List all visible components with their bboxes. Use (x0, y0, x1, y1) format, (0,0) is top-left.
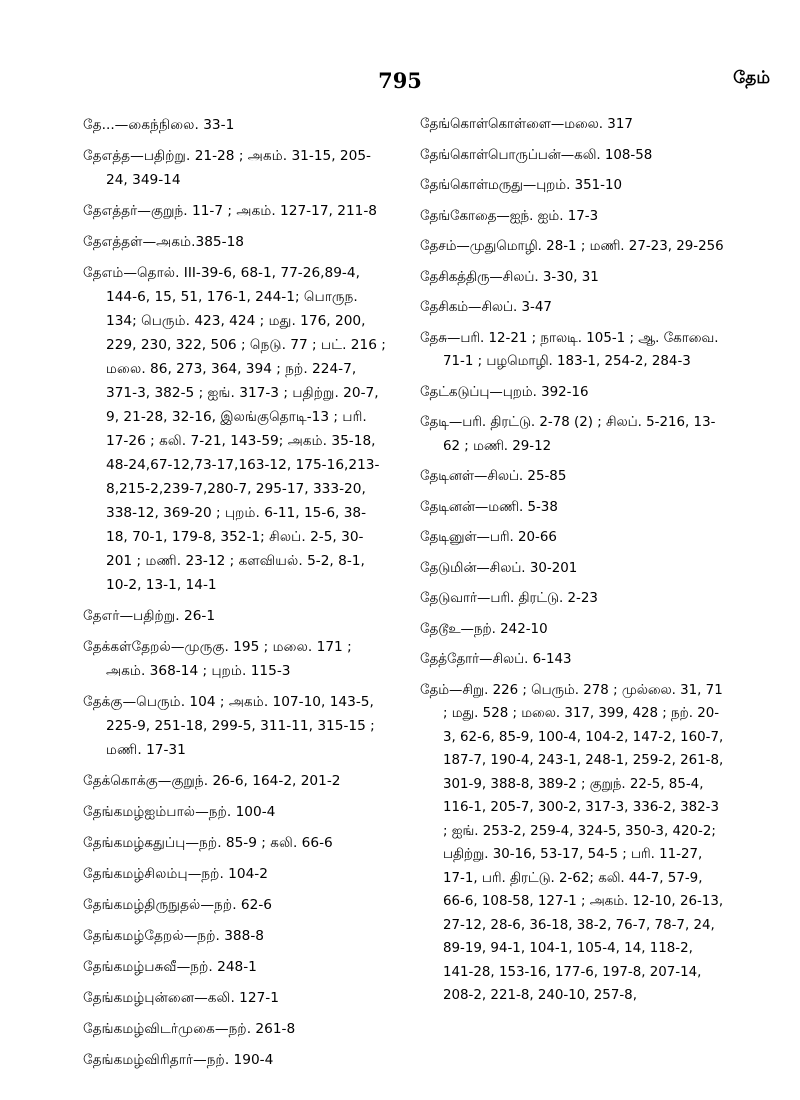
index-entry: தேசம்—முதுமொழி. 28-1 ; மணி. 27-23, 29-256 (420, 239, 724, 254)
index-column-left (83, 113, 386, 1079)
index-entry: தேக்கு—பெரும். 104 ; அகம். 107-10, 143-5, 225-9, 251-18, 299-5, 311-11, 315-15 ; மணி. 17-31 (83, 694, 375, 758)
index-entry: தேங்கமழ்விரிதார்—நற். 190-4 (83, 1052, 274, 1068)
index-entry: தேம்—சிறு. 226 ; பெரும். 278 ; முல்லை. 31, 71 ; மது. 528 ; மலை. 317, 399, 428 ; நற். 20-3, 62-6, 85-9, 100-4, 104-2, 147-2, 160-7, 187-7, 190-4, 243-1, 248-1, 259-2, 261-8, 301-9, 388-8, 389-2 ; குறுந். 22-5, 85-4, 116-1, 205-7, 300-2, 317-3, 336-2, 382-3 ; ஐங். 253-2, 259-4, 324-5, 350-3, 420-2; பதிற்று. 30-16, 53-17, 54-5 ; பரி. 11-27, 17-1, பரி. திரட்டு. 2-62; கலி. 44-7, 57-9, 66-6, 108-58, 127-1 ; அகம். 12-10, 26-13, 27-12, 28-6, 36-18, 38-2, 76-7, 78-7, 24, 89-19, 94-1, 104-1, 105-4, 14, 118-2, 141-28, 153-16, 177-6, 197-8, 207-14, 208-2, 221-8, 240-10, 257-8, (420, 682, 724, 1003)
index-entry: தேசு—பரி. 12-21 ; நாலடி. 105-1 ; ஆ. கோவை. 71-1 ; பழமொழி. 183-1, 254-2, 284-3 (420, 330, 719, 369)
running-head: தேம் (733, 68, 770, 88)
index-entry: தேஎம்—தொல். III-39-6, 68-1, 77-26,89-4, 144-6, 15, 51, 176-1, 244-1; பொருந. 134; பெரும். 423, 424 ; மது. 176, 200, 229, 230, 322, 506 ; நெடு. 77 ; பட். 216 ; மலை. 86, 273, 364, 394 ; நற். 224-7, 371-3, 382-5 ; ஐங். 317-3 ; பதிற்று. 20-7, 9, 21-28, 32-16, இலங்குதொடி-13 ; பரி. 17-26 ; கலி. 7-21, 143-59; அகம். 35-18, 48-24,67-12,73-17,163-12, 175-16,213-8,215-2,239-7,280-7, 295-17, 333-20, 338-12, 369-20 ; புறம். 6-11, 15-6, 38-18, 70-1, 179-8, 352-1; சிலப். 2-5, 30-201 ; மணி. 23-12 ; களவியல். 5-2, 8-1, 10-2, 13-1, 14-1 (83, 265, 386, 593)
index-entry: தேஎத்த—பதிற்று. 21-28 ; அகம். 31-15, 205-24, 349-14 (83, 148, 371, 188)
index-entry: தேடி—பரி. திரட்டு. 2-78 (2) ; சிலப். 5-216, 13-62 ; மணி. 29-12 (420, 415, 716, 454)
index-entry: தே...—கைந்நிலை. 33-1 (83, 117, 235, 133)
index-entry: தேங்கமழ்கதுப்பு—நற். 85-9 ; கலி. 66-6 (83, 835, 333, 851)
index-entry: தேங்கமழ்தேறல்—நற். 388-8 (83, 928, 264, 944)
index-column-right (420, 113, 724, 1015)
index-entry: தேஎத்தர்—குறுந். 11-7 ; அகம். 127-17, 211-8 (83, 203, 378, 219)
index-entry: தேங்கொள்பொருப்பன்—கலி. 108-58 (420, 147, 653, 163)
index-entry: தேங்கமழ்சிலம்பு—நற். 104-2 (83, 866, 268, 882)
index-entry: தேடுவார்—பரி. திரட்டு. 2-23 (420, 591, 598, 606)
index-entry: தேங்கமழ்ஐம்பால்—நற். 100-4 (83, 804, 276, 820)
index-entry: தேடினள்—சிலப். 25-85 (420, 469, 567, 484)
index-entry: தேங்கொள்மருது—புறம். 351-10 (420, 178, 623, 193)
index-entry: தேசிகம்—சிலப். 3-47 (420, 300, 552, 315)
index-entry: தேசிகத்திரு—சிலப். 3-30, 31 (420, 269, 599, 285)
index-entry: தேங்கொள்கொள்ளை—மலை. 317 (420, 117, 633, 132)
index-entry: தேக்கள்தேறல்—முருகு. 195 ; மலை. 171 ; அகம். 368-14 ; புறம். 115-3 (83, 639, 352, 679)
index-entry: தேங்கமழ்புன்னை—கலி. 127-1 (83, 990, 279, 1006)
index-entry: தேடுமின்—சிலப். 30-201 (420, 560, 578, 576)
index-entry: தேங்கமழ்விடர்முகை—நற். 261-8 (83, 1021, 296, 1037)
index-entry: தேங்கோதை—ஐந். ஐம். 17-3 (420, 208, 599, 224)
index-entry: தேத்தோர்—சிலப். 6-143 (420, 652, 572, 667)
page-number: 795 (378, 68, 422, 93)
index-entry: தேக்கொக்கு—குறுந். 26-6, 164-2, 201-2 (83, 773, 341, 789)
index-entry: தேடினுள்—பரி. 20-66 (420, 530, 557, 545)
index-entry: தேடினன்—மணி. 5-38 (420, 499, 558, 515)
index-entry: தேடூஉ—நற். 242-10 (420, 621, 548, 637)
index-entry: தேஎர்—பதிற்று. 26-1 (83, 608, 216, 624)
index-entry: தேஎத்தள்—அகம்.385-18 (83, 234, 244, 250)
index-entry: தேட்கடுப்பு—புறம். 392-16 (420, 384, 589, 400)
index-entry: தேங்கமழ்பசுவீ—நற். 248-1 (83, 959, 257, 975)
index-entry: தேங்கமழ்திருநுதல்—நற். 62-6 (83, 897, 272, 913)
